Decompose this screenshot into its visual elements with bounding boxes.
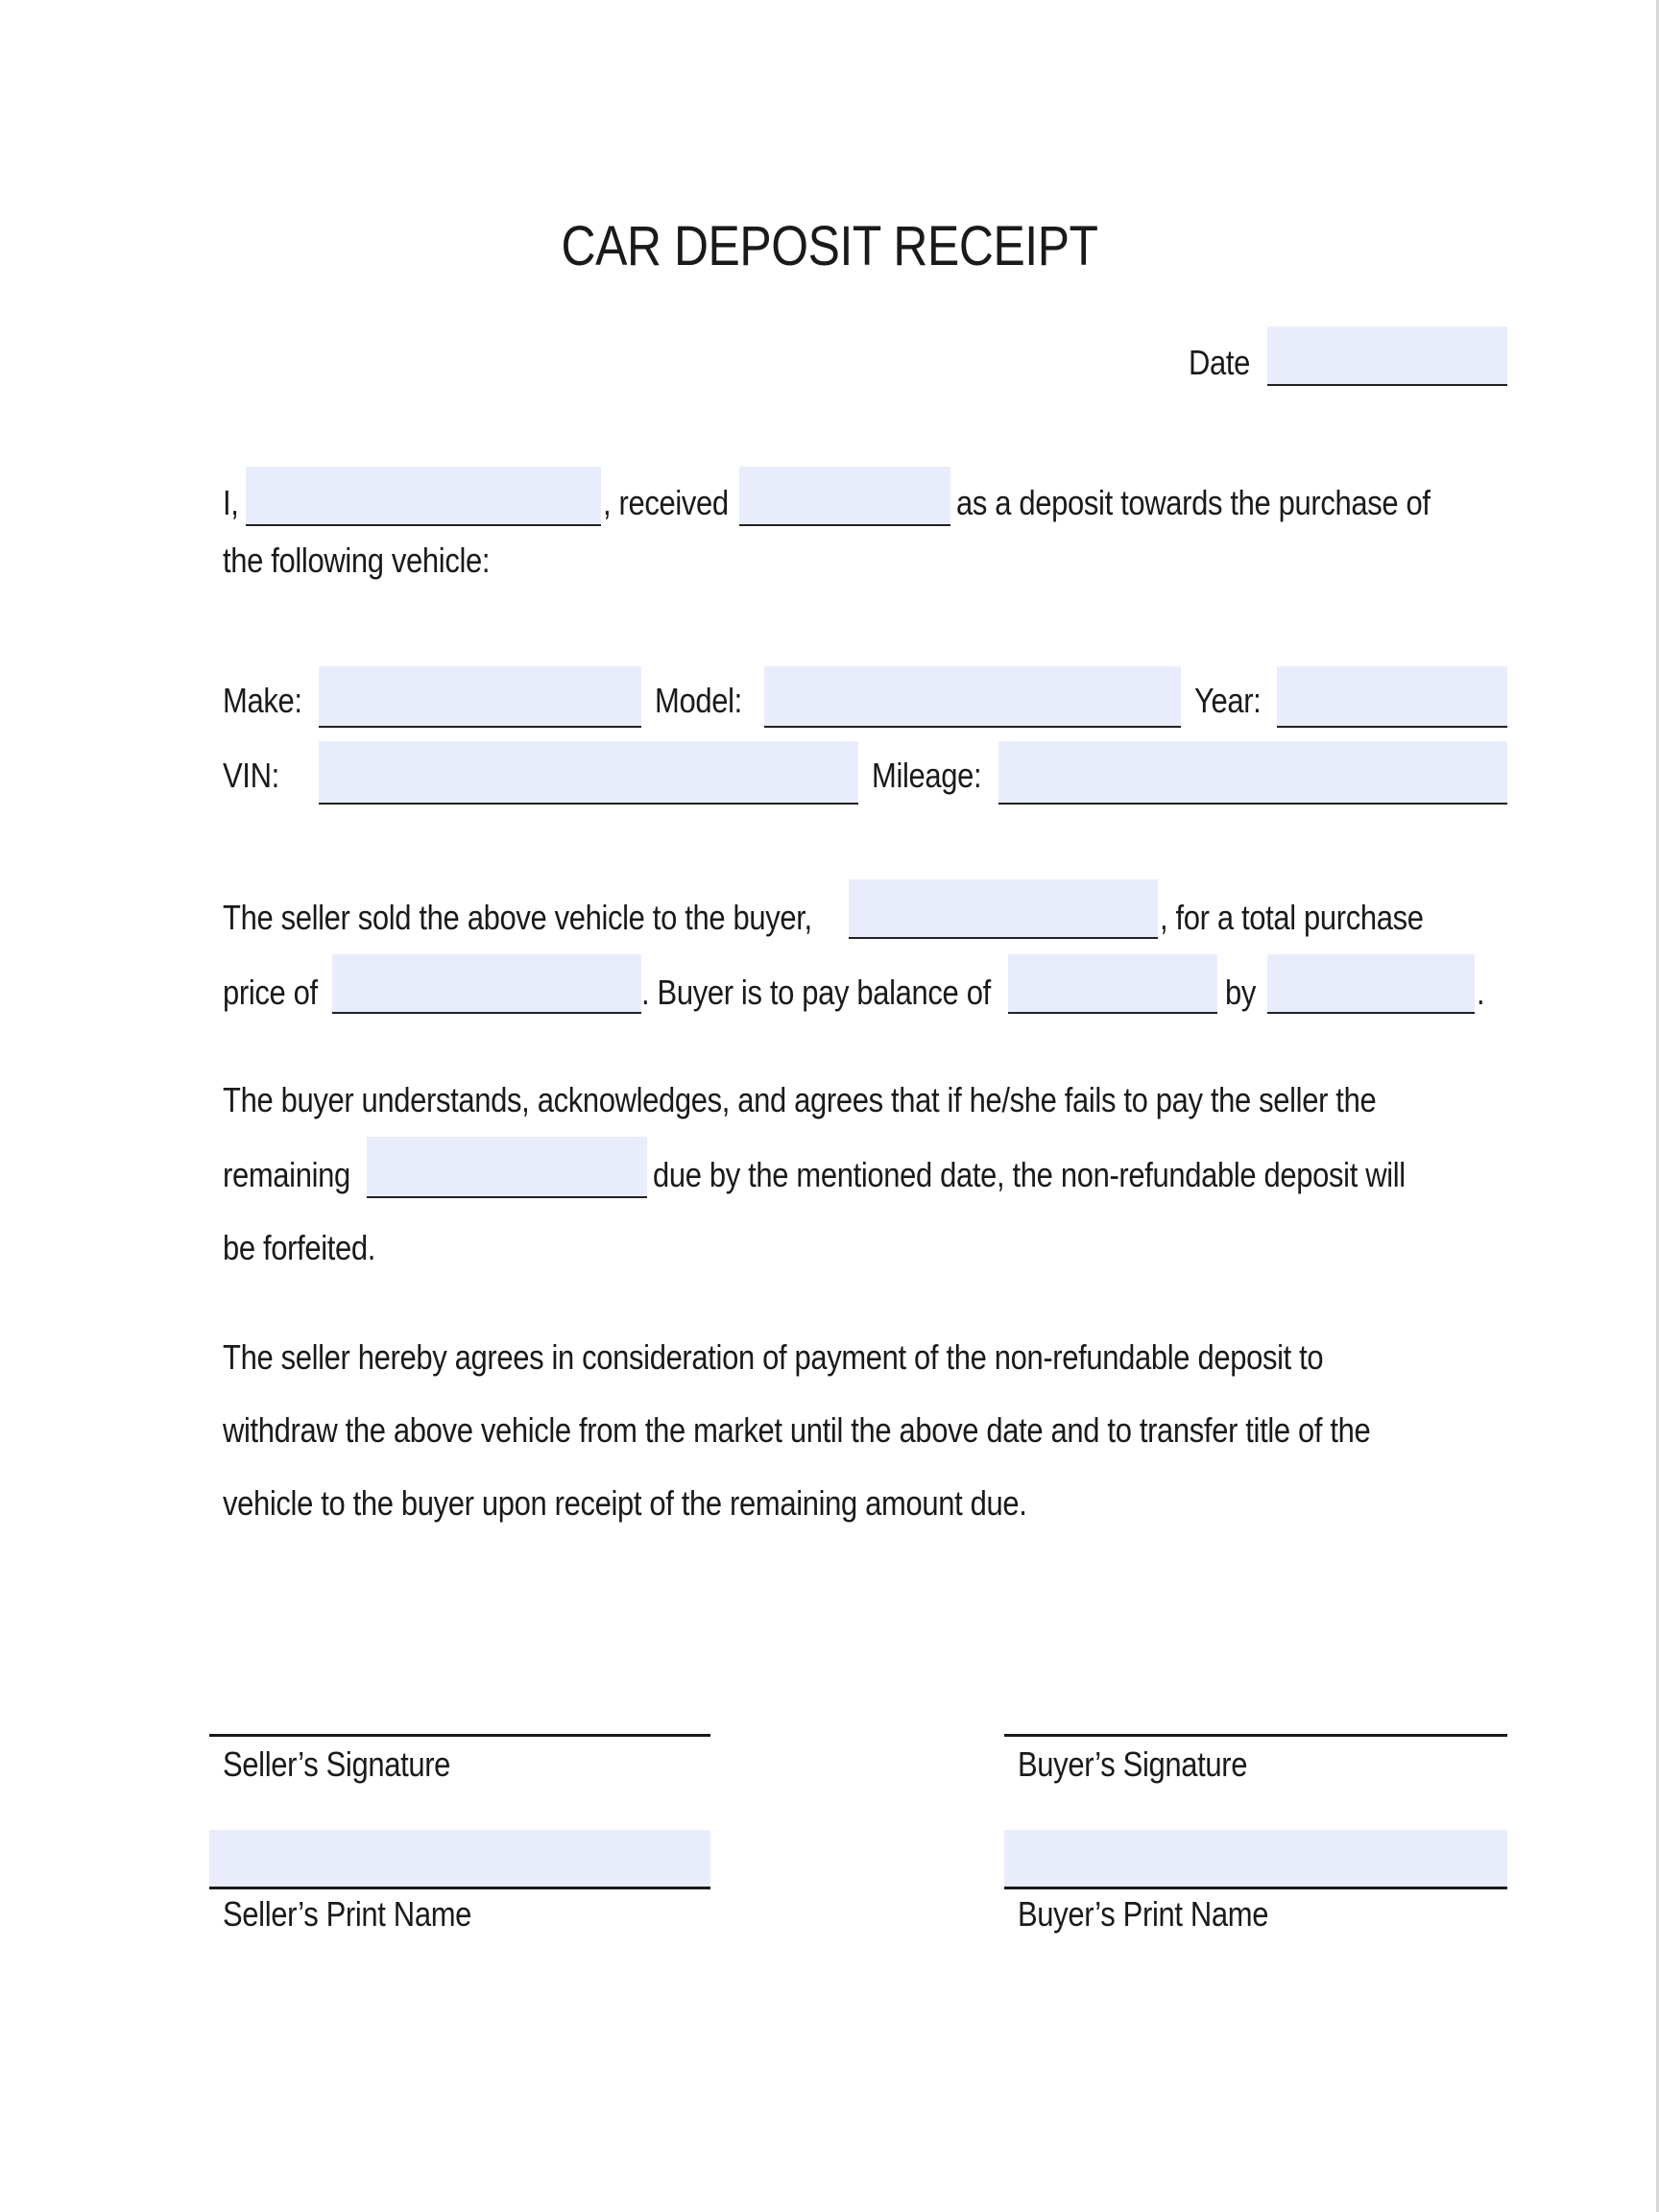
balance-field[interactable] [1008,954,1217,1014]
purchase-price-field[interactable] [332,954,641,1014]
mileage-field[interactable] [998,741,1507,805]
intro-deposit-text: as a deposit towards the purchase of [956,483,1431,522]
seller-print-name-field[interactable] [209,1830,710,1889]
remaining-amount-field[interactable] [367,1137,647,1198]
vin-label: VIN: [223,756,279,795]
buyer-print-name-field[interactable] [1004,1830,1507,1889]
agreement-line1: The seller hereby agrees in consideration of payment of the non-refundable deposit to [223,1337,1324,1377]
ack-remaining: remaining [223,1155,350,1194]
sale-text4: . Buyer is to pay balance of [641,973,991,1012]
intro-received: , received [603,483,729,522]
balance-due-date-field[interactable] [1267,954,1475,1014]
sale-text5: by [1225,973,1257,1012]
make-field[interactable] [319,666,641,728]
agreement-line2: withdraw the above vehicle from the market until the above date and to transfer title of the [223,1410,1371,1450]
ack-line3: be forfeited. [223,1228,376,1267]
seller-print-name-label: Seller’s Print Name [223,1894,472,1934]
intro-line2: the following vehicle: [223,541,491,580]
model-field[interactable] [764,666,1181,728]
buyer-name-field[interactable] [849,879,1158,939]
intro-prefix: I, [223,483,239,522]
sale-text2: , for a total purchase [1160,898,1424,937]
ack-due-text: due by the mentioned date, the non-refundable deposit will [653,1155,1406,1194]
sale-text1: The seller sold the above vehicle to the buyer, [223,898,812,937]
document-title: CAR DEPOSIT RECEIPT [561,215,1098,277]
make-label: Make: [223,681,302,720]
year-label: Year: [1194,681,1262,720]
buyer-signature-label: Buyer’s Signature [1018,1744,1248,1784]
sale-text3: price of [223,973,318,1012]
date-field[interactable] [1267,326,1507,386]
deposit-amount-field[interactable] [739,467,950,526]
recipient-name-field[interactable] [246,467,601,526]
buyer-signature-line[interactable] [1004,1734,1507,1737]
buyer-print-name-label: Buyer’s Print Name [1018,1894,1269,1934]
year-field[interactable] [1277,666,1507,728]
sale-text6: . [1477,973,1485,1012]
ack-line1: The buyer understands, acknowledges, and agrees that if he/she fails to pay the seller the [223,1080,1377,1119]
model-label: Model: [655,681,742,720]
vin-field[interactable] [319,741,858,805]
seller-signature-label: Seller’s Signature [223,1744,451,1784]
mileage-label: Mileage: [872,756,982,795]
date-label: Date [1189,343,1251,382]
agreement-line3: vehicle to the buyer upon receipt of the remaining amount due. [223,1483,1027,1523]
seller-signature-line[interactable] [209,1734,710,1737]
